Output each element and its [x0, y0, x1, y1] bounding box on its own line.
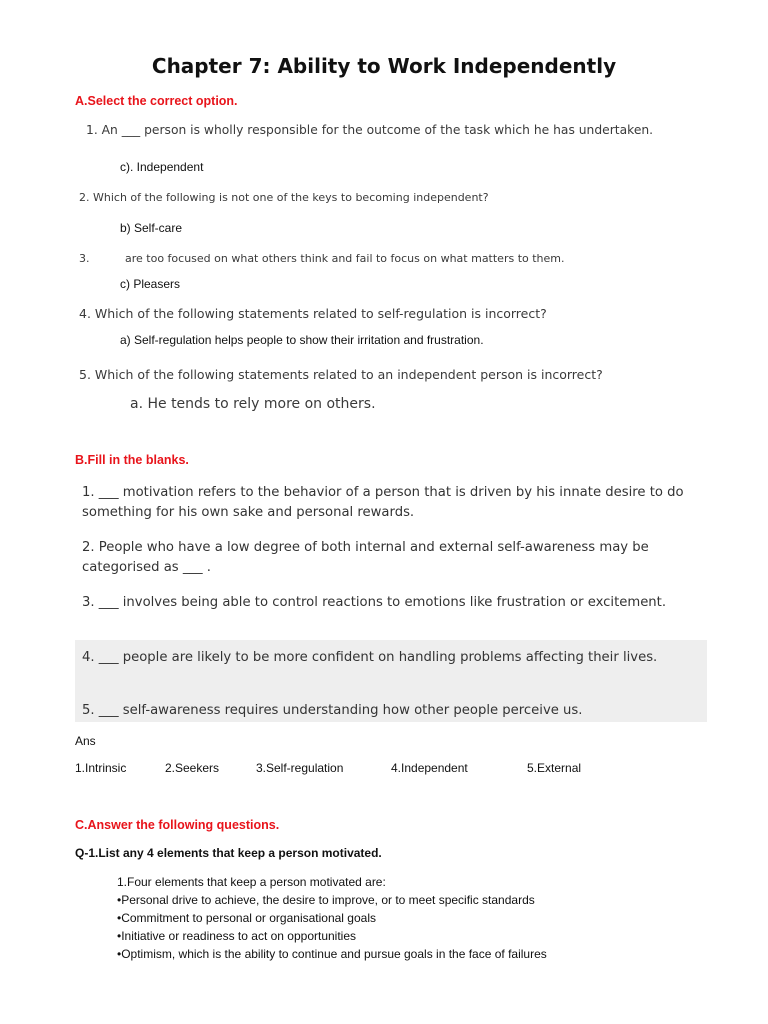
answer-a5: a. He tends to rely more on others. — [130, 396, 376, 412]
answer-b5: 5.External — [527, 761, 582, 775]
question-a3: are too focused on what others think and fail to focus on what matters to them. — [125, 252, 565, 265]
answer-b1: 1.Intrinsic — [75, 761, 127, 775]
answer-b4: 4.Independent — [391, 761, 468, 775]
question-a3-number: 3. — [79, 252, 90, 265]
blank-question-4: 4. ___ people are likely to be more confident on handling problems affecting their lives. — [82, 650, 658, 665]
answer-b2: 2.Seekers — [165, 761, 220, 775]
list-item: 1.Four elements that keep a person motivated are: — [117, 875, 386, 889]
question-a5: 5. Which of the following statements related to an independent person is incorrect? — [79, 367, 603, 382]
section-c-heading: C.Answer the following questions. — [75, 818, 280, 832]
section-b-heading: B.Fill in the blanks. — [75, 453, 189, 467]
question-c1: Q-1.List any 4 elements that keep a person motivated. — [75, 846, 382, 860]
answer-a3: c) Pleasers — [120, 277, 181, 291]
answer-a4: a) Self-regulation helps people to show their irritation and frustration. — [120, 333, 484, 347]
question-a2: 2. Which of the following is not one of the keys to becoming independent? — [79, 191, 489, 204]
blank-question-5: 5. ___ self-awareness requires understanding how other people perceive us. — [82, 703, 583, 718]
blank-question-3: 3. ___ involves being able to control reactions to emotions like frustration or excitement. — [82, 595, 667, 610]
answer-a1: c). Independent — [120, 160, 204, 174]
question-a1: 1. An ___ person is wholly responsible for the outcome of the task which he has undertaken. — [86, 123, 654, 137]
answer-b3: 3.Self-regulation — [256, 761, 344, 775]
blank-question-1: 1. ___ motivation refers to the behavior of a person that is driven by his innate desire to do something for his own sake and personal rewards. — [82, 485, 684, 520]
question-a4: 4. Which of the following statements related to self-regulation is incorrect? — [79, 306, 547, 321]
page-title: Chapter 7: Ability to Work Independently — [151, 54, 617, 78]
list-item: •Commitment to personal or organisational goals — [117, 911, 376, 925]
list-item: •Personal drive to achieve, the desire to improve, or to meet specific standards — [117, 893, 535, 907]
blank-question-2: 2. People who have a low degree of both internal and external self-awareness may be categorised as ___ . — [82, 540, 649, 575]
answers-label: Ans — [75, 734, 96, 748]
answer-a2: b) Self-care — [120, 221, 183, 235]
section-a-heading: A.Select the correct option. — [75, 94, 238, 108]
list-item: •Initiative or readiness to act on opportunities — [117, 929, 357, 943]
answer-c1-list — [117, 873, 547, 963]
list-item: •Optimism, which is the ability to continue and pursue goals in the face of failures — [117, 947, 547, 961]
